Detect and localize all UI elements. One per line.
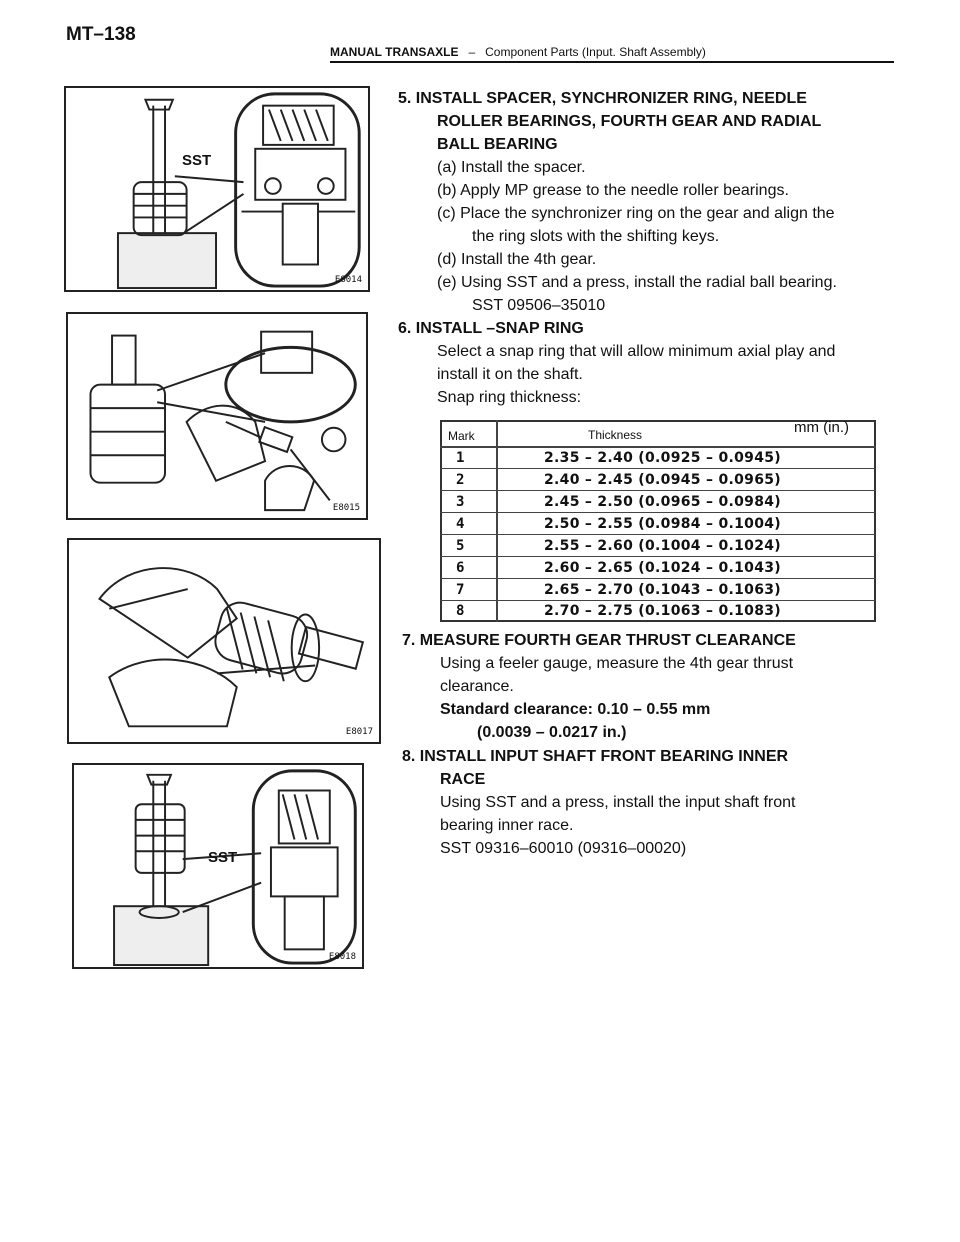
table-cell-thickness: 2.50 – 2.55 (0.0984 – 0.1004): [544, 516, 781, 532]
step5-title-line1: 5. INSTALL SPACER, SYNCHRONIZER RING, NEEDLE: [398, 90, 807, 107]
table-row-rule: [440, 578, 876, 579]
table-cell-mark: 7: [456, 582, 465, 598]
table-unit: mm (in.): [794, 419, 849, 436]
subsection-title: Component Parts (Input. Shaft Assembly): [485, 45, 706, 59]
figure-e8018-sst-label: SST: [208, 849, 238, 866]
step5-a: (a) Install the spacer.: [437, 159, 586, 176]
step8-title-line1: 8. INSTALL INPUT SHAFT FRONT BEARING INNER: [402, 748, 789, 765]
table-row-rule: [440, 468, 876, 469]
step5-d: (d) Install the 4th gear.: [437, 251, 597, 268]
table-cell-mark: 5: [456, 538, 465, 554]
table-cell-mark: 8: [456, 603, 465, 619]
table-row-rule: [440, 600, 876, 601]
step6-line3: Snap ring thickness:: [437, 389, 582, 406]
figure-e8017-code: E8017: [345, 727, 373, 737]
step6-line1: Select a snap ring that will allow minimum axial play and: [437, 343, 836, 360]
step8-line1: Using SST and a press, install the input shaft front: [440, 794, 796, 811]
table-cell-mark: 2: [456, 472, 465, 488]
header-rule: [330, 61, 894, 63]
table-header-mark: Mark: [448, 429, 475, 443]
step8-line2: bearing inner race.: [440, 817, 574, 834]
figure-e8017-drawing: [69, 540, 379, 742]
step5-sst: SST 09506–35010: [472, 297, 606, 314]
table-column-divider: [496, 420, 498, 622]
figure-e8015-drawing: [68, 314, 366, 518]
table-cell-mark: 3: [456, 494, 465, 510]
table-cell-thickness: 2.35 – 2.40 (0.0925 – 0.0945): [544, 450, 781, 466]
figure-e8014-code: E8014: [334, 275, 362, 285]
table-cell-mark: 1: [456, 450, 465, 466]
table-cell-mark: 4: [456, 516, 465, 532]
table-cell-mark: 6: [456, 560, 465, 576]
running-header: [330, 45, 706, 59]
section-title: MANUAL TRANSAXLE: [330, 45, 459, 59]
figure-e8015-code: E8015: [332, 503, 360, 513]
figure-e8014-drawing: [66, 88, 368, 290]
step5-title-line3: BALL BEARING: [437, 136, 558, 153]
step8-sst: SST 09316–60010 (09316–00020): [440, 840, 687, 857]
step5-b: (b) Apply MP grease to the needle roller bearings.: [437, 182, 789, 199]
table-cell-thickness: 2.70 – 2.75 (0.1063 – 0.1083): [544, 603, 781, 619]
step7-line2: clearance.: [440, 678, 514, 695]
step5-title-line2: ROLLER BEARINGS, FOURTH GEAR AND RADIAL: [437, 113, 822, 130]
table-row-rule: [440, 512, 876, 513]
table-header-rule: [440, 446, 876, 448]
page-number: MT–138: [66, 24, 136, 45]
table-row-rule: [440, 556, 876, 557]
figure-e8018: [72, 763, 364, 969]
table-cell-thickness: 2.65 – 2.70 (0.1043 – 0.1063): [544, 582, 781, 598]
table-row-rule: [440, 534, 876, 535]
figure-e8018-drawing: [74, 765, 362, 967]
step5-c-line1: (c) Place the synchronizer ring on the gear and align the: [437, 205, 835, 222]
figure-e8017: [67, 538, 381, 744]
table-header-thickness: Thickness: [588, 428, 643, 442]
step7-line1: Using a feeler gauge, measure the 4th gear thrust: [440, 655, 794, 672]
step5-e: (e) Using SST and a press, install the radial ball bearing.: [437, 274, 837, 291]
step8-title-line2: RACE: [440, 771, 486, 788]
step6-line2: install it on the shaft.: [437, 366, 583, 383]
step7-standard-clearance: Standard clearance: 0.10 – 0.55 mm: [440, 701, 711, 718]
step6-title: 6. INSTALL –SNAP RING: [398, 320, 584, 337]
table-row-rule: [440, 490, 876, 491]
table-cell-thickness: 2.40 – 2.45 (0.0945 – 0.0965): [544, 472, 781, 488]
table-cell-thickness: 2.45 – 2.50 (0.0965 – 0.0984): [544, 494, 781, 510]
table-cell-thickness: 2.60 – 2.65 (0.1024 – 0.1043): [544, 560, 781, 576]
figure-e8018-code: E8018: [328, 952, 356, 962]
step5-c-line2: the ring slots with the shifting keys.: [472, 228, 720, 245]
figure-e8014-sst-label: SST: [182, 152, 212, 169]
table-cell-thickness: 2.55 – 2.60 (0.1004 – 0.1024): [544, 538, 781, 554]
step7-standard-clearance-in: (0.0039 – 0.0217 in.): [477, 724, 627, 741]
figure-e8014: [64, 86, 370, 292]
step7-title: 7. MEASURE FOURTH GEAR THRUST CLEARANCE: [402, 632, 796, 649]
figure-e8015: [66, 312, 368, 520]
header-separator: –: [468, 45, 476, 59]
